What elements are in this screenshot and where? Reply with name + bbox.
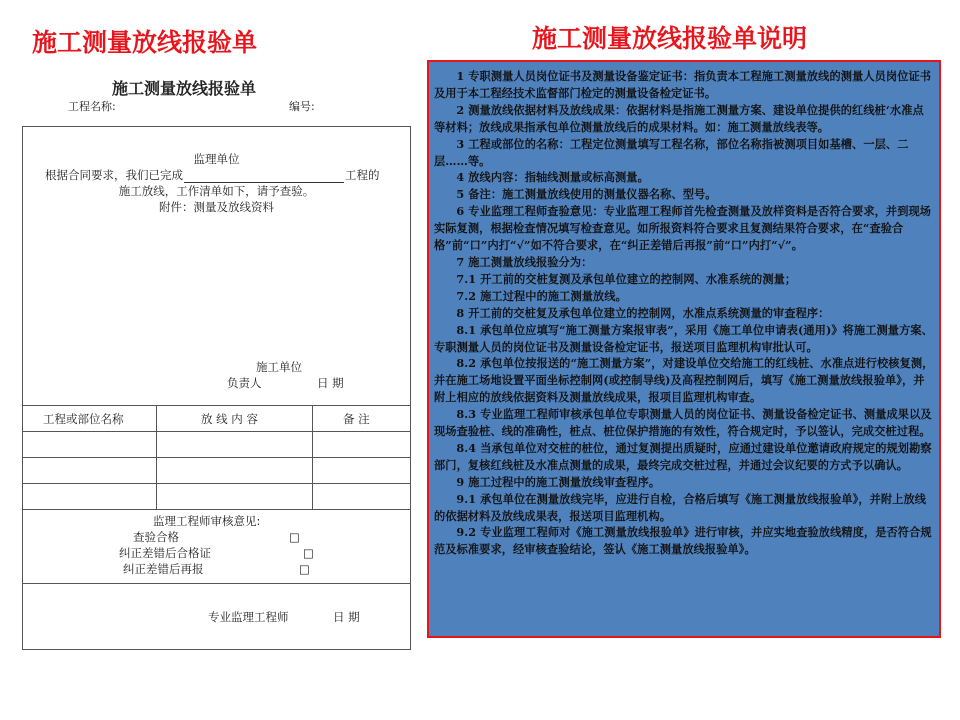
note-paragraph: 8.4 当承包单位对交桩的桩位，通过复测提出质疑时，应通过建设单位邀请政府规定的规划勘察部门，复核红线桩及水准点测量的成果，最终完成交桩过程，并通过会议纪要的方式予以确认。 [434, 440, 932, 472]
note-paragraph: 5 备注：施工测量放线使用的测量仪器名称、型号。 [456, 187, 717, 202]
note-paragraph: 6 专业监理工程师查验意见：专业监理工程师首先检查测量及放样资料是否符合要求，并到现场实际复测，根据检查情况填写检查意见。如所报资料符合要求且复测结果符合要求，在“查验合格”前“口”内打“√”如不符合要求，在“纠正差错后再报”前“口”内打“√”。 [434, 204, 932, 253]
divider [23, 431, 410, 432]
column-divider [156, 405, 157, 509]
note-paragraph: 7.1 开工前的交桩复测及承包单位建立的控制网、水准系统的测量； [456, 271, 797, 286]
request-text-post: 工程的 [345, 168, 380, 182]
instructions-panel [427, 60, 941, 638]
option-pass-label: 查验合格 [133, 530, 179, 544]
engineer-date-label: 日 期 [333, 610, 360, 624]
note-paragraph: 8.1 承包单位应填写“施工测量方案报审表”，采用《施工单位申请表(通用)》将施工测量方案、专职测量人员的岗位证书及测量设备检定证书，报送项目监理机构审批认可。 [434, 322, 933, 354]
request-text-pre: 根据合同要求，我们已完成 [45, 168, 183, 182]
divider [23, 509, 410, 510]
option-corrected-label: 纠正差错后合格证 [119, 546, 211, 560]
note-paragraph: 1 专职测量人员岗位证书及测量设备鉴定证书：指负责本工程施工测量放线的测量人员岗位证书及用于本工程经技术监督部门检定的测量设备检定证书。 [434, 69, 932, 100]
review-opinion-label: 监理工程师审核意见: [153, 514, 261, 528]
note-paragraph: 9.2 专业监理工程师对《施工测量放线报验单》进行审核，并应实地查验放线精度，是否符合规范及标准要求，经审核查验结论，签认《施工测量放线报验单》。 [434, 525, 932, 557]
project-name-label: 工程名称: [68, 100, 116, 113]
option-resubmit-label: 纠正差错后再报 [123, 562, 204, 576]
col-header-content: 放 线 内 容 [201, 412, 258, 426]
note-paragraph: 3 工程或部位的名称：工程定位测量填写工程名称，部位名称指被测项目如基槽、一层、二层……等。 [434, 136, 909, 168]
left-heading: 施工测量放线报验单 [32, 28, 258, 57]
divider [23, 457, 410, 458]
col-header-location: 工程或部位名称 [43, 412, 124, 426]
project-blank-line[interactable] [184, 170, 344, 183]
note-paragraph: 9.1 承包单位在测量放线完毕，应进行自检，合格后填写《施工测量放线报验单》，并附上放线的依据材料及放线成果表，报送项目监理机构。 [434, 491, 927, 523]
engineer-label: 专业监理工程师 [208, 610, 289, 624]
request-line-2: 施工放线，工作清单如下，请予查验。 [118, 184, 315, 198]
request-line-1 [45, 167, 380, 183]
date-label: 日 期 [317, 376, 344, 390]
attachment-line: 附件：测量及放线资料 [159, 200, 274, 214]
divider [23, 405, 410, 406]
right-heading: 施工测量放线报验单说明 [532, 24, 808, 53]
inspection-form [22, 126, 411, 650]
note-paragraph: 8 开工前的交桩复及承包单位建立的控制网，水准点系统测量的审查程序： [456, 305, 830, 320]
note-paragraph: 9 施工过程中的施工测量放线审查程序。 [456, 474, 661, 489]
note-paragraph: 2 测量放线依据材料及放线成果：依据材料是指施工测量方案、建设单位提供的红线桩‘水准点等材料；放线成果指承包单位测量放线后的成果材料。如：施工测量放线表等。 [434, 102, 924, 134]
corrected-checkbox[interactable]: □ [303, 546, 314, 560]
resubmit-checkbox[interactable]: □ [299, 562, 310, 576]
number-label: 编号: [289, 100, 315, 113]
note-paragraph: 7.2 施工过程中的施工测量放线。 [456, 288, 627, 303]
note-paragraph: 8.2 承包单位按报送的“施工测量方案”，对建设单位交给施工的红线桩、水准点进行校核复测，并在施工场地设置平面坐标控制网(或控制导线)及高程控制网后，填写《施工测量放线报验单》，并附上相应的放线依据资料及测量放线成果，报项目监理机构审查。 [434, 356, 934, 405]
note-paragraph: 4 放线内容：指轴线测量或标高测量。 [456, 170, 649, 185]
note-paragraph: 8.3 专业监理工程师审核承包单位专职测量人员的岗位证书、测量设备检定证书、测量成果以及现场查验桩、线的准确性，桩点、桩位保护措施的有效性，符合规定时，予以签认，完成交桩过程。 [434, 407, 932, 439]
divider [23, 583, 410, 584]
col-header-remark: 备 注 [343, 412, 370, 426]
pass-checkbox[interactable]: □ [289, 530, 300, 544]
note-paragraph: 7 施工测量放线报验分为： [456, 254, 593, 269]
responsible-person-label: 负责人 [227, 376, 262, 390]
form-title: 施工测量放线报验单 [112, 79, 257, 98]
supervisor-unit-label: 监理单位 [193, 152, 240, 166]
column-divider [312, 405, 313, 509]
divider [23, 483, 410, 484]
contractor-label: 施工单位 [256, 360, 302, 374]
